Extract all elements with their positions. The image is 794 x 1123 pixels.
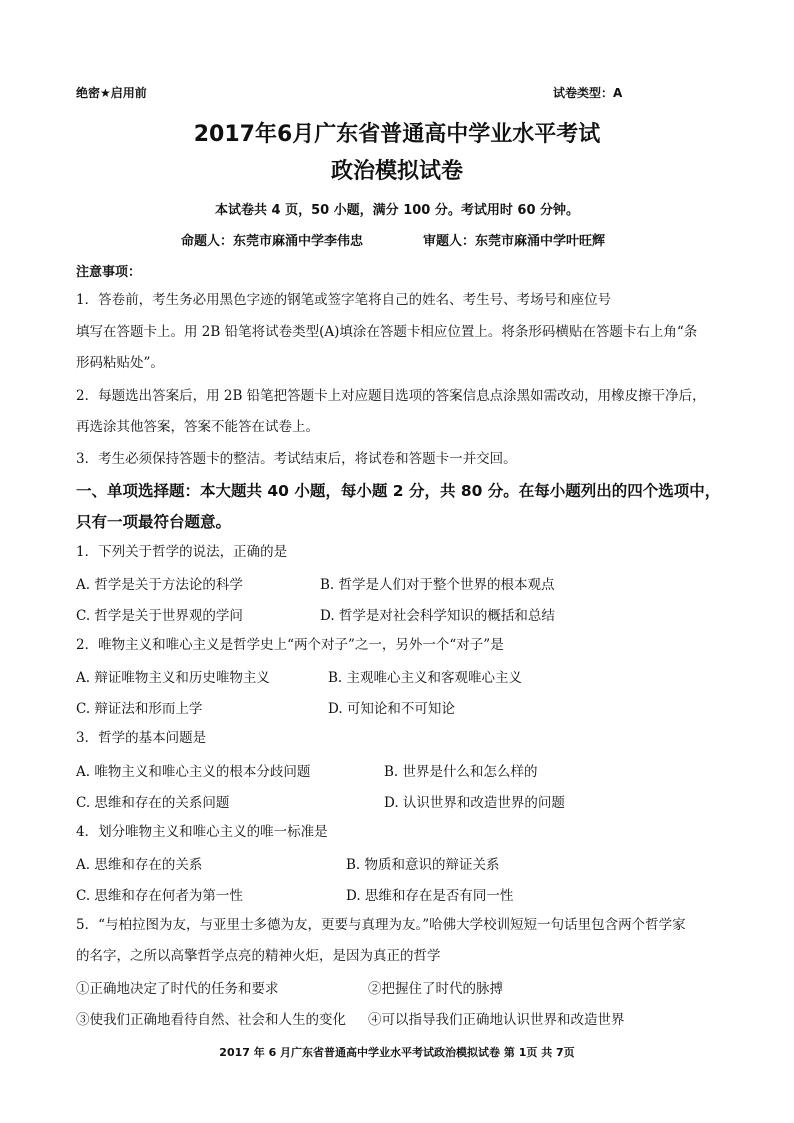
question-2-option-c: C. 辩证法和形而上学 (76, 701, 203, 717)
question-5-option-2: ②把握住了时代的脉搏 (368, 981, 503, 997)
question-3-option-b: B. 世界是什么和怎么样的 (384, 764, 538, 780)
note-1-line-2: 填写在答题卡上。用 2B 铅笔将试卷类型(A)填涂在答题卡相应位置上。将条形码横贴在答题卡右上角“条 (76, 324, 698, 340)
question-2-option-a: A. 辩证唯物主义和历史唯物主义 (76, 670, 270, 686)
question-1-option-a: A. 哲学是关于方法论的科学 (76, 577, 243, 593)
author-line: 命题人：东莞市麻涌中学李伟忠 (181, 234, 364, 249)
note-1-line-1: 1．答卷前，考生务必用黑色字迹的钢笔或签字笔将自己的姓名、考生号、考场号和座位号 (76, 292, 612, 308)
question-4-stem: 4．划分唯物主义和唯心主义的唯一标准是 (76, 824, 328, 840)
page-subtitle: 政治模拟试卷 (330, 159, 463, 184)
question-4-option-c: C. 思维和存在何者为第一性 (76, 888, 243, 904)
question-1-option-d: D. 哲学是对社会科学知识的概括和总结 (320, 608, 555, 624)
question-4-option-d: D. 思维和存在是否有同一性 (346, 888, 514, 904)
note-2-line-2: 再选涂其他答案，答案不能答在试卷上。 (76, 419, 319, 435)
notes-heading: 注意事项： (76, 265, 142, 280)
question-3-option-c: C. 思维和存在的关系问题 (76, 795, 230, 811)
question-5-stem-line-1: 5．“与柏拉图为友，与亚里士多德为友，更要与真理为友。”哈佛大学校训短短一句话里包含两个哲学家 (76, 917, 686, 933)
question-1-option-b: B. 哲学是人们对于整个世界的根本观点 (320, 577, 555, 593)
question-5-option-4: ④可以指导我们正确地认识世界和改造世界 (368, 1012, 625, 1028)
page-footer: 2017 年 6 月广东省普通高中学业水平考试政治模拟试卷 第 1页 共 7页 (219, 1046, 575, 1059)
secret-label: 绝密★启用前 (76, 86, 147, 100)
question-5-option-1: ①正确地决定了时代的任务和要求 (76, 981, 279, 997)
paper-type-label: 试卷类型：A (553, 86, 623, 100)
question-5-option-3: ③使我们正确地看待自然、社会和人生的变化 (76, 1012, 346, 1028)
page-title: 2017年6月广东省普通高中学业水平考试 (193, 122, 601, 147)
question-2-option-d: D. 可知论和不可知论 (328, 701, 455, 717)
question-3-stem: 3．哲学的基本问题是 (76, 730, 207, 746)
note-3: 3．考生必须保持答题卡的整洁。考试结束后，将试卷和答题卡一并交回。 (76, 451, 517, 467)
section-heading-line-2: 只有一项最符台题意。 (76, 513, 232, 531)
question-2-stem: 2．唯物主义和唯心主义是哲学史上“两个对子”之一，另外一个“对子”是 (76, 637, 504, 653)
question-1-stem: 1．下列关于哲学的说法，正确的是 (76, 544, 288, 560)
question-1-option-c: C. 哲学是关于世界观的学问 (76, 608, 243, 624)
question-3-option-d: D. 认识世界和改造世界的问题 (384, 795, 565, 811)
exam-summary: 本试卷共 4 页，50 小题，满分 100 分。考试用时 60 分钟。 (214, 203, 580, 218)
question-2-option-b: B. 主观唯心主义和客观唯心主义 (328, 670, 523, 686)
note-2-line-1: 2．每题选出答案后，用 2B 铅笔把答题卡上对应题目选项的答案信息点涂黑如需改动，用橡皮擦干净后， (76, 388, 706, 404)
question-4-option-a: A. 思维和存在的关系 (76, 857, 203, 873)
section-heading-line-1: 一、单项选择题：本大题共 40 小题，每小题 2 分，共 80 分。在每小题列出的四个选项中， (76, 482, 721, 500)
reviewer-line: 审题人：东莞市麻涌中学叶旺辉 (423, 234, 606, 249)
note-1-line-3: 形码粘贴处”。 (76, 355, 164, 371)
question-4-option-b: B. 物质和意识的辩证关系 (346, 857, 500, 873)
question-3-option-a: A. 唯物主义和唯心主义的根本分歧问题 (76, 764, 311, 780)
question-5-stem-line-2: 的名字，之所以高擎哲学点亮的精神火炬，是因为真正的哲学 (76, 948, 441, 964)
